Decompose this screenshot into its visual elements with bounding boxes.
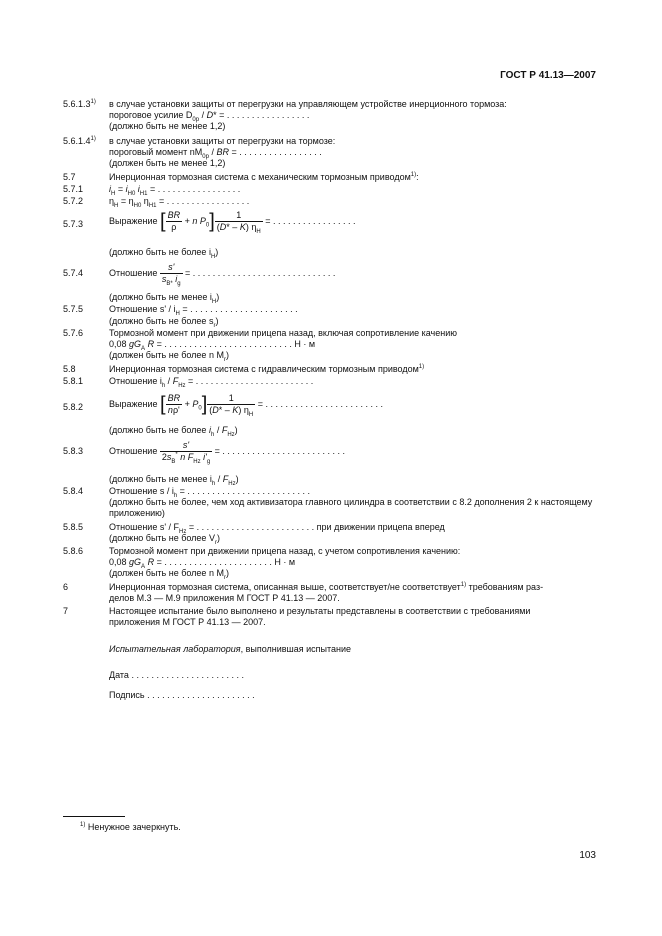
page-number: 103 — [579, 850, 596, 861]
item-number: 5.6.1.3$^{1)}$ — [63, 99, 96, 109]
formula: $i_Н = i_{Н0}$ $i_{Н1}$ = . . . . . . . . . . . . . . . . . — [109, 184, 241, 197]
item-text: Инерционная тормозная система с механическим тормозным приводом$^{1)}$: — [109, 172, 419, 182]
note: (должно быть не более $i_h / F_{Hz}$) — [109, 425, 238, 438]
item-text: Инерционная тормозная система с гидравлическим тормозным приводом$^{1)}$ — [109, 364, 425, 374]
page-header: ГОСТ Р 41.13—2007 — [500, 70, 596, 81]
item-text: в случае установки защиты от перегрузки на управляющем устройстве инерционного тормоза: пороговое усилие $D_{0р} / D*$ = . . . . . . . . . . . . . . . . . (должно быть не менее 1,2) — [109, 99, 507, 131]
footnote-divider — [63, 816, 125, 817]
formula: Отношение s' / $i_Н$ = . . . . . . . . . . . . . . . . . . . . . . — [109, 304, 298, 317]
formula: Отношение $\frac{s'}{2s_B^* n F_{Hz} i'_g}$ = . . . . . . . . . . . . . . . . . . . . . . . . . — [109, 440, 345, 465]
item-number: 5.7.3 — [63, 219, 84, 229]
item-number: 5.7 — [63, 172, 76, 182]
item-number: 5.8.5 — [63, 522, 84, 532]
item-text: Отношение s' / $F_{Hz}$ = . . . . . . . . . . . . . . . . . . . . . . . . при движении прицепа вперед (должно быть не более $V_r$) — [109, 522, 445, 546]
footnote: $^{1)}$ Ненужное зачеркнуть. — [80, 822, 181, 832]
item-number: 5.7.2 — [63, 196, 84, 206]
signature-line: Подпись . . . . . . . . . . . . . . . . . . . . . . — [109, 690, 255, 700]
item-number: 5.7.6 — [63, 328, 84, 338]
formula: $\eta_Н = \eta_{Н0}$ $\eta_{Н1}$ = . . . . . . . . . . . . . . . . . — [109, 196, 250, 209]
note: (должно быть не более $s_r$) — [109, 316, 219, 329]
item-number: 7 — [63, 606, 69, 616]
formula: Отношение $\frac{s'}{s_{В*} i_g}$ = . . . . . . . . . . . . . . . . . . . . . . . . . . . . . — [109, 262, 336, 287]
note: (должно быть не менее $i_Н$) — [109, 292, 220, 305]
item-text: Тормозной момент при движении прицепа назад, включая сопротивление качению 0,08 $gG_A$ R = . . . . . . . . . . . . . . . . . . . . . . . . . . Н · м (должен быть не более n $M_r$) — [109, 328, 457, 363]
item-text: Инерционная тормозная система, описанная выше, соответствует/не соответствует$^{1)}$ требованиям раз- делов М.3 — М.9 приложения М ГОСТ Р 41.13 — 2007. — [109, 582, 544, 603]
formula: Отношение $i_h / F_{Hz}$ = . . . . . . . . . . . . . . . . . . . . . . . . — [109, 376, 314, 389]
item-text: Отношение s / $i_h$ = . . . . . . . . . . . . . . . . . . . . . . . . . (должно быть не более, чем ход активизатора главного цилиндра в соответствии с 8.2 дополнения 2 к настоящему приложению) — [109, 486, 593, 518]
note: (должно быть не более $i_Н$) — [109, 247, 219, 260]
item-number: 5.7.4 — [63, 268, 84, 278]
item-number: 5.8.2 — [63, 402, 84, 412]
item-number: 6 — [63, 582, 69, 592]
date-line: Дата . . . . . . . . . . . . . . . . . . . . . . . — [109, 670, 244, 680]
item-number: 5.8.1 — [63, 376, 84, 386]
item-text: Настоящее испытание было выполнено и результаты представлены в соответствии с требованиями приложения М ГОСТ Р 41.13 — 2007. — [109, 606, 531, 627]
note: (должно быть не менее $i_h / F_{Hz}$) — [109, 474, 239, 487]
item-number: 5.8.4 — [63, 486, 84, 496]
formula: Выражение [ $\frac{BR}{\rho}$ + n $P_0$] $\frac{1}{(D* - K) \eta_Н}$ = . . . . . . . . . . . . . . . . . — [109, 210, 356, 235]
item-number: 5.8.3 — [63, 446, 84, 456]
item-number: 5.7.5 — [63, 304, 84, 314]
item-number: 5.7.1 — [63, 184, 84, 194]
item-number: 5.8.6 — [63, 546, 84, 556]
formula: Выражение [ $\frac{BR}{n\rho'}$ + $P_0$] $\frac{1}{(D* - K) \eta_Н}$ = . . . . . . . . . . . . . . . . . . . . . . . . — [109, 393, 383, 418]
item-number: 5.8 — [63, 364, 76, 374]
item-number: 5.6.1.4$^{1)}$ — [63, 136, 96, 146]
item-text: в случае установки защиты от перегрузки на тормозе: пороговый момент $nM_{0р}$ / BR = . . . . . . . . . . . . . . . . . (должен быть не менее 1,2) — [109, 136, 336, 168]
lab-line: Испытательная лаборатория, выполнившая испытание — [109, 644, 352, 654]
item-text: Тормозной момент при движении прицепа назад, с учетом сопротивления качению: 0,08 $gG_A$ R = . . . . . . . . . . . . . . . . . . . . . . Н · м (должен быть не более n $M_r$) — [109, 546, 461, 581]
